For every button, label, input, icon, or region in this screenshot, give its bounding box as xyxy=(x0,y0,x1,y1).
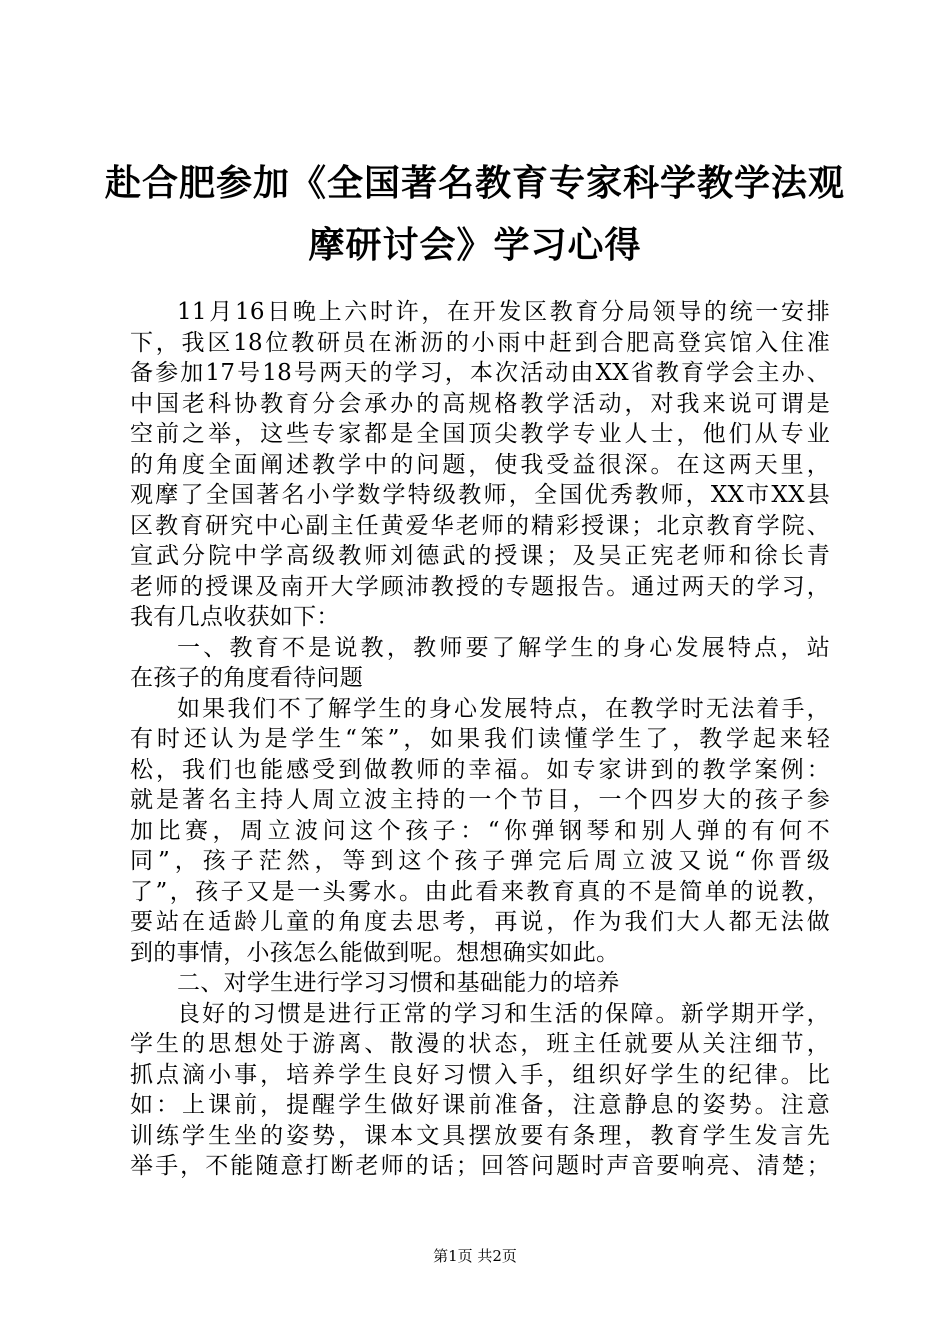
body-text-line: 训练学生坐的姿势，课本文具摆放要有条理，教育学生发言先 xyxy=(130,1122,830,1149)
body-text-line: 老师的授课及南开大学顾沛教授的专题报告。通过两天的学习， xyxy=(130,573,830,600)
body-text-line: 要站在适龄儿童的角度去思考，再说，作为我们大人都无法做 xyxy=(130,909,830,935)
body-text-line: 如：上课前，提醒学生做好课前准备，注意静息的姿势。注意 xyxy=(130,1092,830,1118)
body-text-line: 举手，不能随意打断老师的话；回答问题时声音要响亮、清楚； xyxy=(130,1153,830,1179)
body-text-line: 宣武分院中学高级教师刘德武的授课；及吴正宪老师和徐长青 xyxy=(130,543,830,569)
body-text-line: 二、对学生进行学习习惯和基础能力的培养 xyxy=(177,970,620,996)
body-text-line: 学生的思想处于游离、散漫的状态，班主任就要从关注细节， xyxy=(130,1031,830,1057)
body-text-line: 观摩了全国著名小学数学特级教师，全国优秀教师，XX市XX县 xyxy=(130,482,830,508)
body-text-line: 一、教育不是说教，教师要了解学生的身心发展特点，站 xyxy=(177,634,830,661)
body-text-line: 了”，孩子又是一头雾水。由此看来教育真的不是简单的说教， xyxy=(130,878,830,905)
body-text-line: 我有几点收获如下： xyxy=(130,604,340,630)
document-title-line-2: 摩研讨会》学习心得 xyxy=(308,225,642,266)
body-text-line: 加比赛，周立波问这个孩子：“你弹钢琴和别人弹的有何不 xyxy=(130,817,830,844)
body-text-line: 到的事情，小孩怎么能做到呢。想想确实如此。 xyxy=(130,939,620,966)
document-title-line-1: 赴合肥参加《全国著名教育专家科学教学法观 xyxy=(104,163,845,204)
document-body xyxy=(130,297,830,1182)
body-text-line: 11月16日晚上六时许，在开发区教育分局领导的统一安排 xyxy=(177,299,830,325)
body-text-line: 备参加17号18号两天的学习，本次活动由XX省教育学会主办、 xyxy=(130,360,830,386)
body-text-line: 如果我们不了解学生的身心发展特点，在教学时无法着手， xyxy=(177,695,830,722)
body-text-line: 抓点滴小事，培养学生良好习惯入手，组织好学生的纪律。比 xyxy=(130,1061,830,1088)
body-text-line: 的角度全面阐述教学中的问题，使我受益很深。在这两天里， xyxy=(130,451,830,478)
body-text-line: 就是著名主持人周立波主持的一个节目，一个四岁大的孩子参 xyxy=(130,787,830,813)
body-text-line: 在孩子的角度看待问题 xyxy=(130,665,363,691)
body-text-line: 中国老科协教育分会承办的高规格教学活动，对我来说可谓是 xyxy=(130,390,830,417)
body-text-line: 区教育研究中心副主任黄爱华老师的精彩授课；北京教育学院、 xyxy=(130,512,830,539)
body-text-line: 下，我区18位教研员在淅沥的小雨中赶到合肥高登宾馆入住准 xyxy=(130,329,830,356)
page-footer: 第1页 共2页 xyxy=(433,1247,517,1265)
body-text-line: 有时还认为是学生“笨”，如果我们读懂学生了，教学起来轻 xyxy=(130,726,830,752)
body-text-line: 良好的习惯是进行正常的学习和生活的保障。新学期开学， xyxy=(177,1000,830,1027)
body-text-line: 空前之举，这些专家都是全国顶尖教学专业人士，他们从专业 xyxy=(130,421,830,447)
body-text-line: 松，我们也能感受到做教师的幸福。如专家讲到的教学案例： xyxy=(130,756,830,783)
body-text-line: 同”，孩子茫然，等到这个孩子弹完后周立波又说“你晋级 xyxy=(130,848,830,874)
